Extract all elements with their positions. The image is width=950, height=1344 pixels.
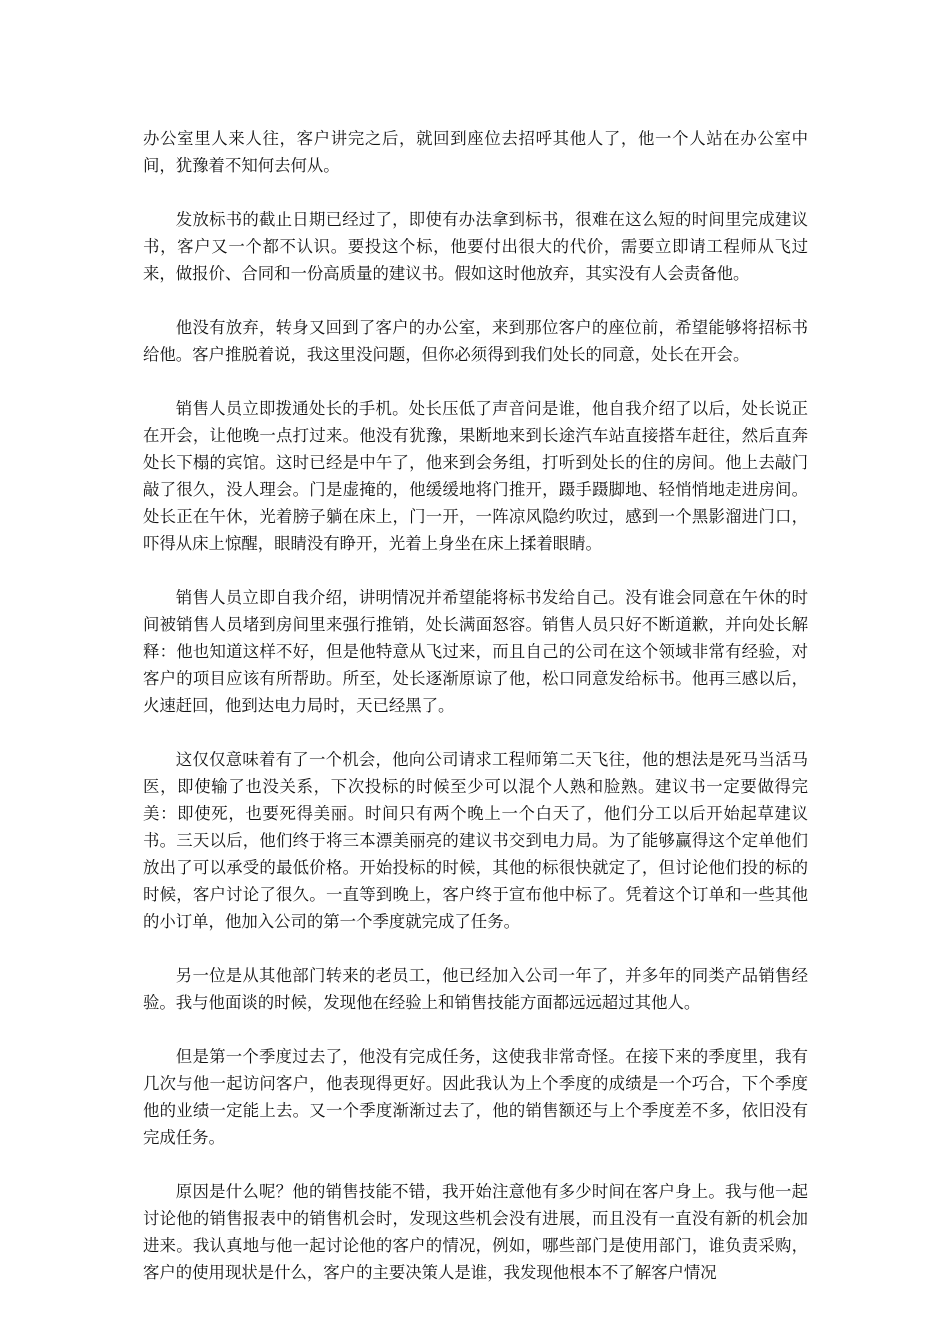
paragraph-6: 这仅仅意味着有了一个机会，他向公司请求工程师第二天飞往，他的想法是死马当活马医，即使输了也没关系，下次投标的时候至少可以混个人熟和脸熟。建议书一定要做得完美：即使死，也要死得美丽。时间只有两个晚上一个白天了，他们分工以后开始起草建议书。三天以后，他们终于将三本漂美丽亮的建议书交到电力局。为了能够赢得这个定单他们放出了可以承受的最低价格。开始投标的时候，其他的标很快就定了，但讨论他们投的标的时候，客户讨论了很久。一直等到晚上，客户终于宣布他中标了。凭着这个订单和一些其他的小订单，他加入公司的第一个季度就完成了任务。 [143,750,808,931]
paragraph-4: 销售人员立即拨通处长的手机。处长压低了声音问是谁，他自我介绍了以后，处长说正在开会，让他晚一点打过来。他没有犹豫，果断地来到长途汽车站直接搭车赶往，然后直奔处长下榻的宾馆。这时已经是中午了，他来到会务组，打听到处长的住的房间。他上去敲门敲了很久，没人理会。门是虚掩的，他缓缓地将门推开，蹑手蹑脚地、轻悄悄地走进房间。处长正在午休，光着膀子躺在床上，门一开，一阵凉风隐约吹过，感到一个黑影溜进门口，吓得从床上惊醒，眼睛没有睁开，光着上身坐在床上揉着眼睛。 [143,399,808,553]
paragraph-3: 他没有放弃，转身又回到了客户的办公室，来到那位客户的座位前，希望能够将招标书给他。客户推脱着说，我这里没问题，但你必须得到我们处长的同意，处长在开会。 [143,318,808,364]
paragraph-8: 但是第一个季度过去了，他没有完成任务，这使我非常奇怪。在接下来的季度里，我有几次与他一起访问客户，他表现得更好。因此我认为上个季度的成绩是一个巧合，下个季度他的业绩一定能上去。又一个季度渐渐过去了，他的销售额还与上个季度差不多，依旧没有完成任务。 [143,1047,808,1147]
paragraph-1: 办公室里人来人往，客户讲完之后，就回到座位去招呼其他人了，他一个人站在办公室中间，犹豫着不知何去何从。 [143,129,808,175]
paragraph-9: 原因是什么呢？他的销售技能不错，我开始注意他有多少时间在客户身上。我与他一起讨论他的销售报表中的销售机会时，发现这些机会没有进展，而且没有一直没有新的机会加进来。我认真地与他一起讨论他的客户的情况，例如，哪些部门是使用部门，谁负责采购，客户的使用现状是什么，客户的主要决策人是谁，我发现他根本不了解客户情况 [143,1182,808,1282]
paragraph-7: 另一位是从其他部门转来的老员工，他已经加入公司一年了，并多年的同类产品销售经验。我与他面谈的时候，发现他在经验上和销售技能方面都远远超过其他人。 [143,966,808,1012]
document-body [143,125,808,1286]
paragraph-2: 发放标书的截止日期已经过了，即使有办法拿到标书，很难在这么短的时间里完成建议书，客户又一个都不认识。要投这个标，他要付出很大的代价，需要立即请工程师从飞过来，做报价、合同和一份高质量的建议书。假如这时他放弃，其实没有人会责备他。 [143,210,808,283]
paragraph-5: 销售人员立即自我介绍，讲明情况并希望能将标书发给自己。没有谁会同意在午休的时间被销售人员堵到房间里来强行推销，处长满面怒容。销售人员只好不断道歉，并向处长解释：他也知道这样不好，但是他特意从飞过来，而且自己的公司在这个领域非常有经验，对客户的项目应该有所帮助。所至，处长逐渐原谅了他，松口同意发给标书。他再三感以后，火速赶回，他到达电力局时，天已经黑了。 [143,588,808,715]
